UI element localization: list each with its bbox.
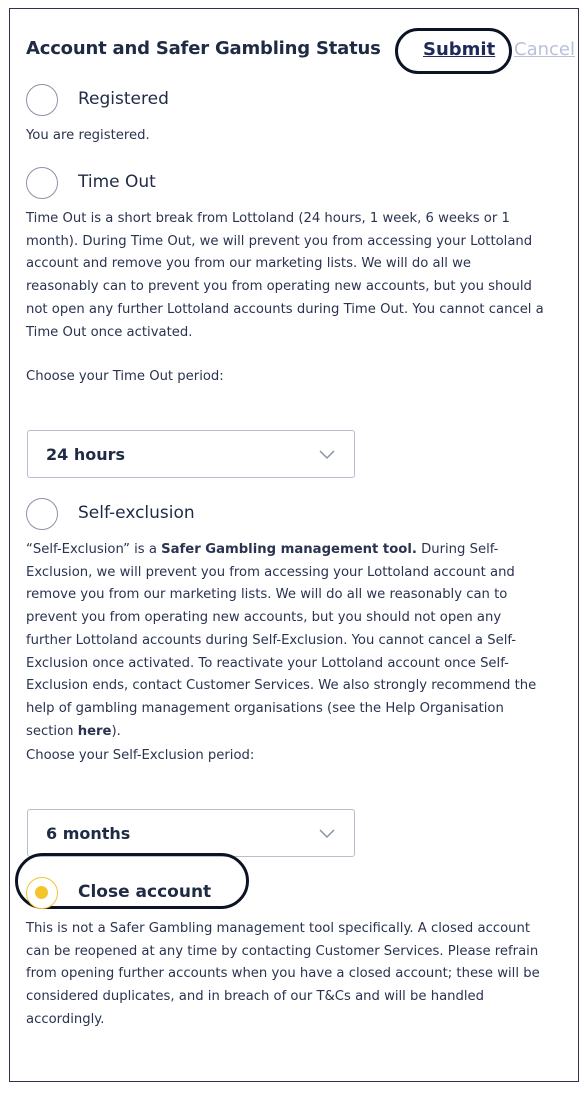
self-exclusion-intro: “Self-Exclusion” is a [26, 542, 162, 557]
radio-registered[interactable] [26, 84, 58, 116]
chevron-down-icon [318, 445, 336, 463]
option-label-self-exclusion: Self-exclusion [78, 503, 195, 523]
chevron-down-icon [318, 824, 336, 842]
time-out-description-text: Time Out is a short break from Lottoland (24 hours, 1 week, 6 weeks or 1 month). During Time Out, we will prevent you from accessing your Lottoland account and remove you from our marketing lists. We will do all we reasonably can to prevent you from operating new accounts, but you should not open any further Lottoland accounts during Time Out. You cannot cancel a Time Out once activated. [26, 211, 544, 340]
option-label-registered: Registered [78, 89, 169, 109]
self-exclusion-period-value: 6 months [46, 824, 131, 843]
submit-button[interactable]: Submit [423, 39, 496, 60]
radio-time-out[interactable] [26, 167, 58, 199]
help-organisation-link[interactable]: here [77, 723, 112, 739]
close-account-description-text: This is not a Safer Gambling management tool specifically. A closed account can be reopened at any time by contacting Customer Services. Please refrain from opening further accounts when you have a closed account; these will be considered duplicates, and in breach of our T&Cs and will be handled accordingly. [26, 921, 540, 1027]
panel-header [26, 28, 575, 72]
self-exclusion-end: ). [111, 723, 121, 739]
time-out-period-value: 24 hours [46, 445, 126, 464]
self-exclusion-period-prompt: Choose your Self-Exclusion period: [26, 748, 255, 763]
self-exclusion-body: During Self-Exclusion, we will prevent you from accessing your Lottoland account and remove you from our marketing lists. We will do all we reasonably can to prevent you from operating new accounts, but you should not open any further Lottoland accounts during Self-Exclusion. You cannot cancel a Self-Exclusion once activated. To reactivate your Lottoland account once Self-Exclusion ends, contact Customer Services. We also strongly recommend the help of gambling management organisations (see the Help Organisation section [26, 542, 537, 739]
cancel-button[interactable]: Cancel [514, 39, 575, 60]
radio-self-exclusion[interactable] [26, 498, 58, 530]
page-title: Account and Safer Gambling Status [26, 38, 381, 59]
self-exclusion-description-text [26, 539, 546, 743]
self-exclusion-bold-text: Safer Gambling management tool. [161, 542, 417, 557]
time-out-description [26, 208, 546, 344]
time-out-period-prompt: Choose your Time Out period: [26, 369, 224, 384]
radio-close-account[interactable] [26, 877, 58, 909]
option-label-close-account: Close account [78, 882, 212, 902]
close-account-description [26, 918, 546, 1032]
registered-description [26, 125, 546, 148]
self-exclusion-period-select[interactable] [27, 809, 355, 857]
option-label-time-out: Time Out [78, 172, 156, 192]
registered-description-text: You are registered. [26, 128, 150, 143]
time-out-period-select[interactable] [27, 430, 355, 478]
self-exclusion-description [26, 539, 546, 743]
